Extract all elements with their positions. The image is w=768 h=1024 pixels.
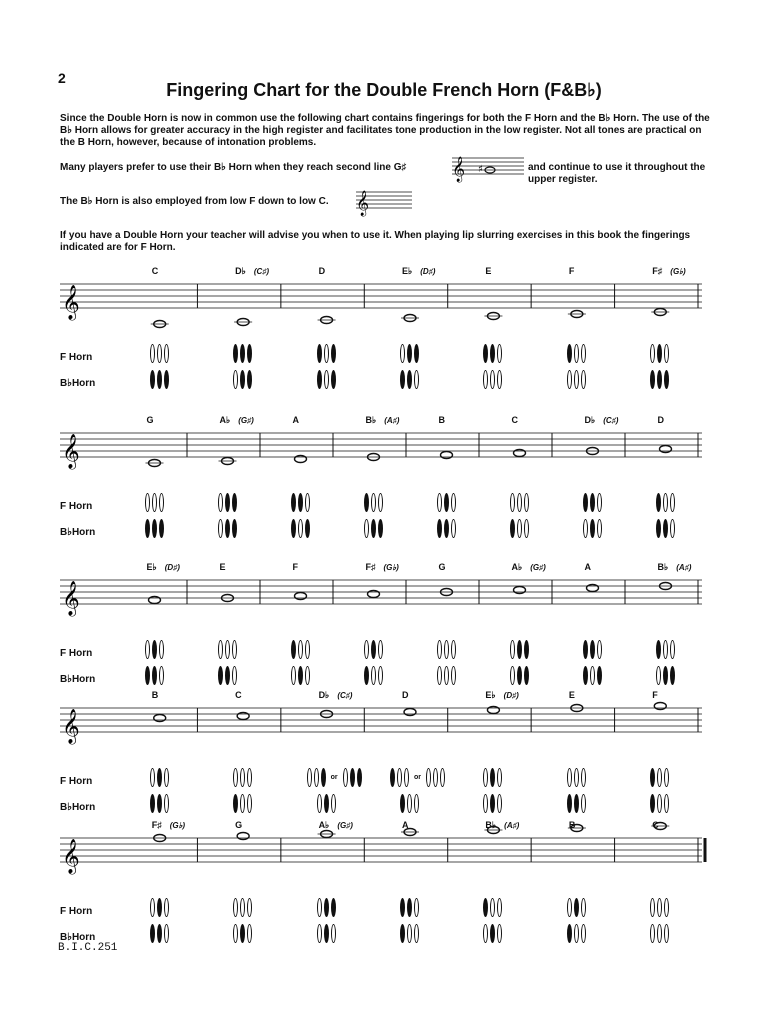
note-letter: F♯ — [652, 266, 663, 276]
note-letter: C — [151, 266, 159, 276]
notehead — [404, 709, 416, 716]
enharmonic-label: (G♯) — [337, 821, 353, 830]
note-letter: F♯ — [365, 562, 376, 572]
treble-clef-icon: 𝄞 — [62, 581, 80, 616]
enharmonic-label: (A♯) — [504, 821, 520, 830]
note-letter: B — [438, 415, 445, 425]
note-letter: G — [235, 820, 243, 830]
note-letter: E♭ — [402, 266, 413, 276]
notehead — [654, 703, 666, 710]
treble-clef-icon: 𝄞 — [62, 285, 80, 320]
note-letter: E — [485, 266, 492, 276]
treble-clef-icon: 𝄞 — [62, 709, 80, 744]
enharmonic-label: (C♯) — [603, 416, 619, 425]
bb-horn-label: B♭Horn — [60, 932, 96, 943]
note-letter: D♭ — [584, 415, 596, 425]
notehead — [514, 450, 526, 457]
note-letter: C — [235, 690, 242, 700]
f-horn-label: F Horn — [60, 352, 93, 363]
note-letter: E♭ — [146, 562, 157, 572]
note-letter: E♭ — [485, 690, 496, 700]
svg-text:♯: ♯ — [478, 164, 483, 175]
svg-text:𝄞: 𝄞 — [356, 191, 370, 216]
enharmonic-label: (G♭) — [169, 821, 186, 830]
notehead — [295, 593, 307, 600]
note-letter: B — [568, 820, 576, 830]
notehead — [487, 707, 499, 714]
or-label: or — [414, 774, 421, 781]
intro-paragraph-2a: Many players prefer to use their B♭ Horn when they reach second line G♯ — [60, 162, 407, 173]
enharmonic-label: (G♭) — [670, 267, 686, 276]
footer-code: B.I.C.251 — [58, 942, 118, 954]
note-letter: E — [219, 562, 226, 572]
page-number: 2 — [58, 70, 66, 86]
notehead — [587, 585, 599, 592]
note-letter: D — [402, 690, 409, 700]
note-letter: C — [652, 820, 659, 830]
note-letter: D♭ — [318, 690, 330, 700]
note-letter: A♭ — [511, 562, 523, 572]
svg-text:𝄞: 𝄞 — [452, 157, 466, 182]
notehead — [237, 713, 249, 720]
notehead — [149, 597, 161, 604]
note-letter: F — [568, 266, 575, 276]
bb-horn-label: B♭Horn — [60, 802, 96, 813]
intro-paragraph-4: If you have a Double Horn your teacher will advise you when to use it. When playing lip slurring exercises in this book the fingerings indicated are for F Horn. — [60, 230, 691, 253]
f-horn-label: F Horn — [60, 648, 93, 659]
note-letter: G — [438, 562, 446, 572]
enharmonic-label: (A♯) — [676, 563, 692, 572]
note-letter: B — [151, 690, 159, 700]
note-letter: D — [318, 266, 326, 276]
intro-paragraph-3: The B♭ Horn is also employed from low F down to low C. — [60, 196, 329, 207]
note-letter: A — [292, 415, 299, 425]
note-letter: E — [568, 690, 575, 700]
bb-horn-label: B♭Horn — [60, 527, 96, 538]
enharmonic-label: (D♯) — [164, 563, 180, 572]
enharmonic-label: (D♯) — [503, 691, 519, 700]
enharmonic-label: (C♯) — [337, 691, 353, 700]
or-label: or — [330, 774, 338, 781]
note-letter: A♭ — [318, 820, 330, 830]
enharmonic-label: (D♯) — [420, 267, 436, 276]
notehead — [660, 446, 672, 453]
note-letter: B♭ — [657, 562, 669, 572]
enharmonic-label: (C♯) — [253, 267, 269, 276]
note-letter: F♯ — [151, 820, 162, 830]
note-letter: G — [146, 415, 154, 425]
note-letter: B♭ — [365, 415, 377, 425]
note-letter: F — [292, 562, 298, 572]
notehead — [368, 591, 380, 598]
intro-paragraph-1: Since the Double Horn is now in common use the following chart contains fingerings for both the F Horn and the B♭ Horn. The use of the B♭ Horn allows for greater accuracy in the high register and facilitates tone production in the low register. Not all tones are practical on the B Horn, however, because of intonation problems. — [60, 113, 710, 148]
notehead — [237, 833, 249, 840]
treble-clef-icon: 𝄞 — [62, 839, 80, 874]
f-horn-label: F Horn — [60, 906, 93, 917]
page-title: Fingering Chart for the Double French Horn (F&B♭) — [166, 80, 602, 100]
enharmonic-label: (G♯) — [238, 416, 254, 425]
bb-horn-label: B♭Horn — [60, 378, 96, 389]
note-letter: A♭ — [219, 415, 231, 425]
f-horn-label: F Horn — [60, 501, 93, 512]
notehead — [441, 452, 453, 459]
bb-horn-label: B♭Horn — [60, 674, 96, 685]
enharmonic-label: (G♯) — [530, 563, 546, 572]
notehead — [154, 715, 166, 722]
note-letter: B♭ — [485, 820, 497, 830]
f-horn-label: F Horn — [60, 776, 93, 787]
note-letter: A — [584, 562, 591, 572]
note-letter: D♭ — [235, 266, 246, 276]
note-letter: D — [657, 415, 664, 425]
note-letter: F — [652, 690, 658, 700]
treble-clef-icon: 𝄞 — [62, 434, 80, 469]
intro-paragraph-2b: and continue to use it throughout the upper register. — [528, 162, 706, 185]
note-letter: A — [402, 820, 409, 830]
notehead — [514, 587, 526, 594]
notehead — [295, 456, 307, 463]
note-letter: C — [511, 415, 518, 425]
enharmonic-label: (A♯) — [384, 416, 400, 425]
enharmonic-label: (G♭) — [383, 563, 399, 572]
